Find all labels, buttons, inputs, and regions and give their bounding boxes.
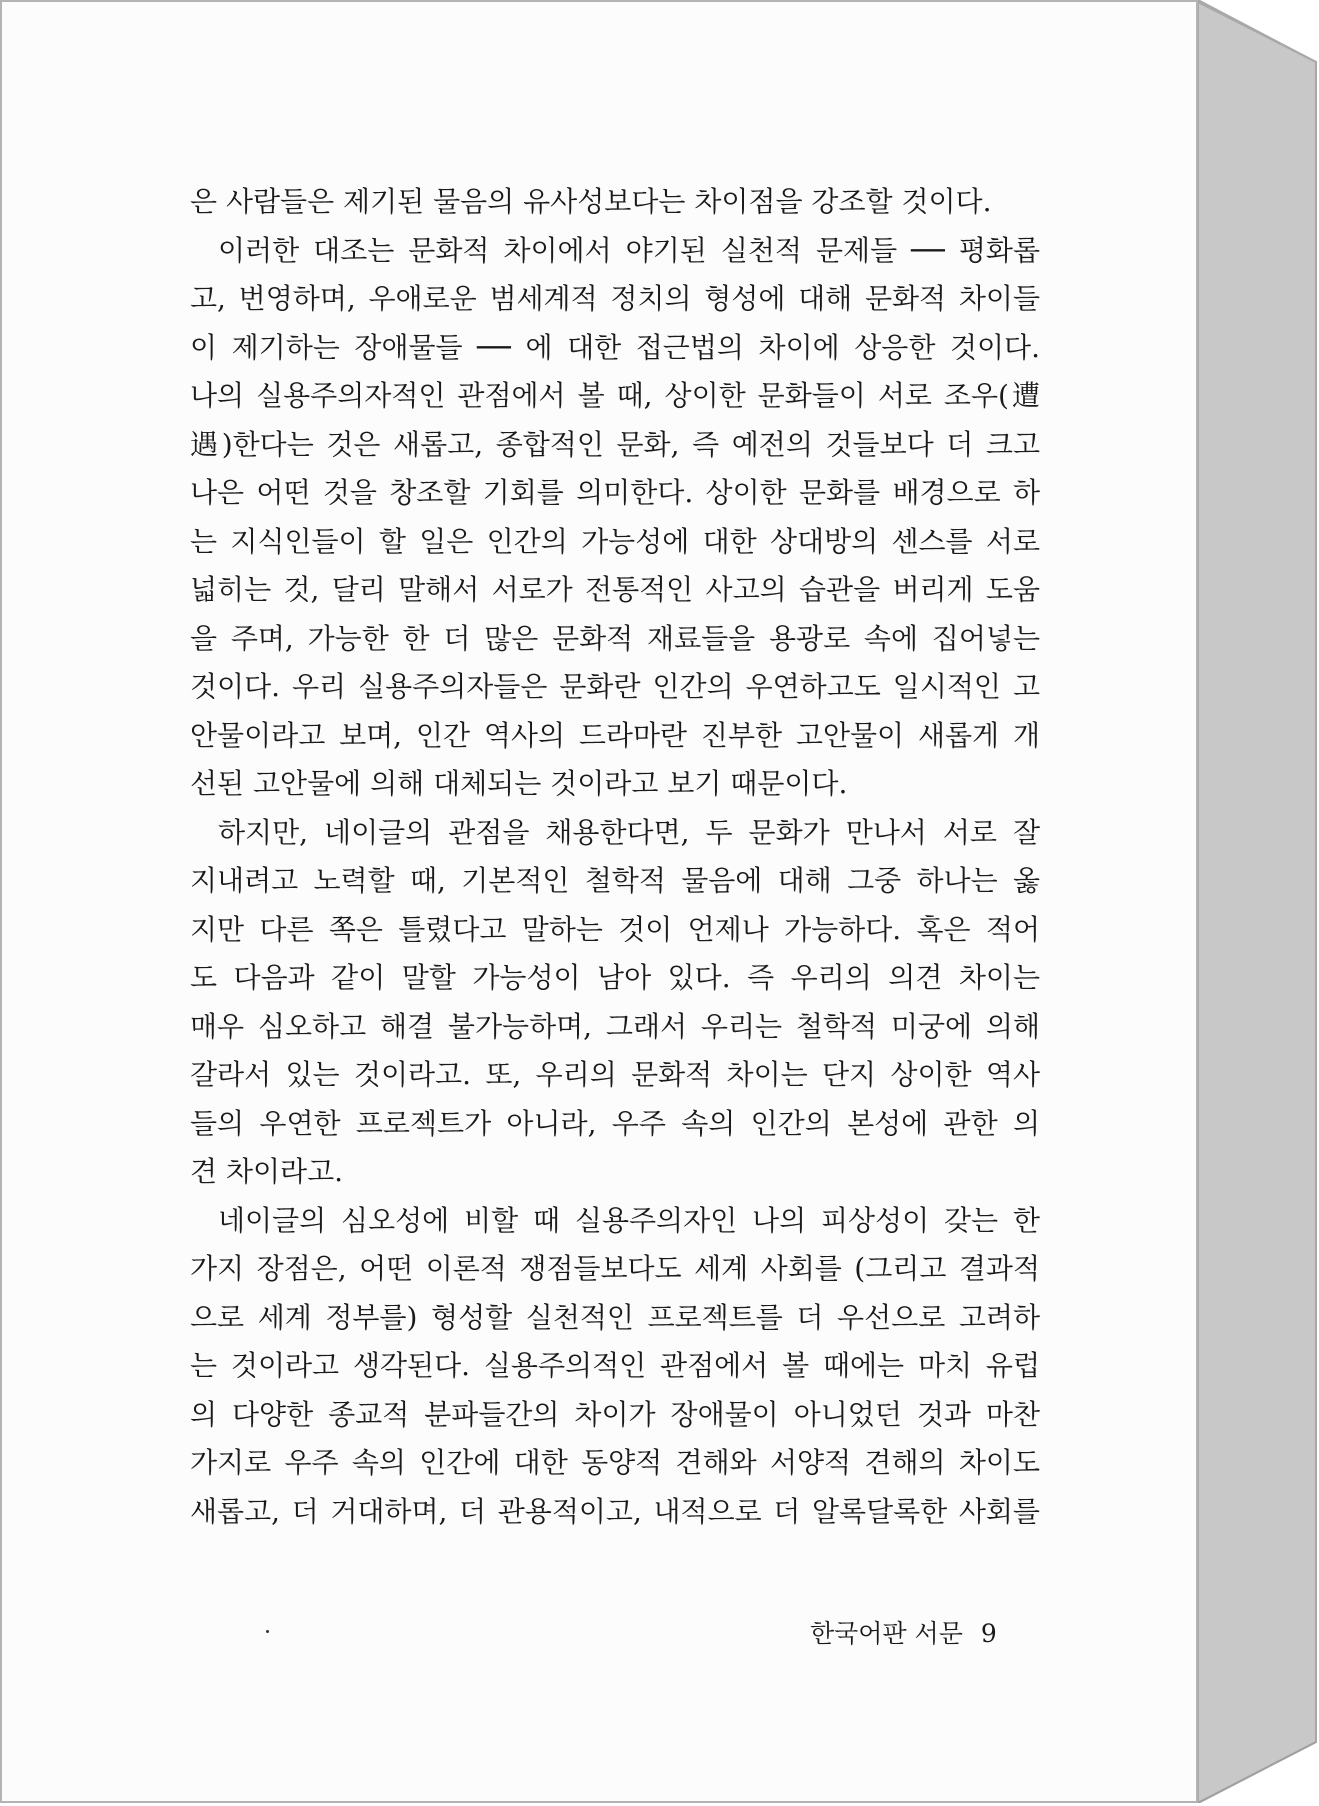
text-line: 선된 고안물에 의해 대체되는 것이라고 보기 때문이다. — [190, 767, 848, 800]
text-line: 지내려고 노력할 때, 기본적인 철학적 물음에 대해 그중 하나는 옳 — [190, 864, 1040, 897]
page-number: 9 — [980, 1619, 997, 1648]
text-line: 은 사람들은 제기된 물음의 유사성보다는 차이점을 강조할 것이다. — [190, 185, 992, 218]
text-line: 고, 번영하며, 우애로운 범세계적 정치의 형성에 대해 문화적 차이들 — [190, 282, 1040, 315]
text-line: 안물이라고 보며, 인간 역사의 드라마란 진부한 고안물이 새롭게 개 — [190, 718, 1040, 752]
text-line: 의 다양한 종교적 분파들간의 차이가 장애물이 아니었던 것과 마찬 — [190, 1397, 1040, 1431]
text-line: 나은 어떤 것을 창조할 기회를 의미한다. 상이한 문화를 배경으로 하 — [190, 476, 1040, 509]
text-line: 가지 장점은, 어떤 이론적 쟁점들보다도 세계 사회를 (그리고 결과적 — [190, 1252, 1040, 1285]
text-line: 나의 실용주의자적인 관점에서 볼 때, 상이한 문화들이 서로 조우(遭 — [190, 379, 1040, 412]
text-line: 도 다음과 같이 말할 가능성이 남아 있다. 즉 우리의 의견 차이는 — [190, 961, 1040, 994]
text-line: 새롭고, 더 거대하며, 더 관용적이고, 내적으로 더 알록달록한 사회를 — [190, 1494, 1040, 1528]
paragraph-first-line: 네이글의 심오성에 비할 때 실용주의자인 나의 피상성이 갖는 한 — [218, 1203, 1040, 1237]
text-line: 가지로 우주 속의 인간에 대한 동양적 견해와 서양적 견해의 차이도 — [190, 1446, 1040, 1479]
text-line: 매우 심오하고 해결 불가능하며, 그래서 우리는 철학적 미궁에 의해 — [190, 1009, 1040, 1043]
scan-speck — [266, 1630, 269, 1633]
body-text — [190, 178, 1040, 1536]
paragraph-first-line: 이러한 대조는 문화적 차이에서 야기된 실천적 문제들 ── 평화롭 — [218, 233, 1040, 267]
book-spine-face — [1198, 2, 1316, 1803]
text-line: 들의 우연한 프로젝트가 아니라, 우주 속의 인간의 본성에 관한 의 — [190, 1106, 1040, 1140]
text-line: 으로 세계 정부를) 형성할 실천적인 프로젝트를 더 우선으로 고려하 — [190, 1300, 1040, 1334]
paragraph-first-line: 하지만, 네이글의 관점을 채용한다면, 두 문화가 만나서 서로 잘 — [218, 815, 1040, 849]
text-line: 는 것이라고 생각된다. 실용주의적인 관점에서 볼 때에는 마치 유럽 — [190, 1349, 1040, 1382]
text-line: 견 차이라고. — [190, 1155, 344, 1188]
running-title: 한국어판 서문 — [810, 1619, 963, 1648]
text-line: 遇)한다는 것은 새롭고, 종합적인 문화, 즉 예전의 것들보다 더 크고 — [190, 427, 1040, 461]
book-thickness-edge — [1198, 0, 1319, 1803]
text-line: 것이다. 우리 실용주의자들은 문화란 인간의 우연하고도 일시적인 고 — [190, 670, 1040, 703]
text-line: 는 지식인들이 할 일은 인간의 가능성에 대한 상대방의 센스를 서로 — [190, 524, 1040, 558]
text-line: 넓히는 것, 달리 말해서 서로가 전통적인 사고의 습관을 버리게 도움 — [190, 573, 1040, 606]
text-line: 갈라서 있는 것이라고. 또, 우리의 문화적 차이는 단지 상이한 역사 — [190, 1058, 1040, 1091]
text-line: 을 주며, 가능한 한 더 많은 문화적 재료들을 용광로 속에 집어넣는 — [190, 621, 1040, 655]
text-line: 지만 다른 쪽은 틀렸다고 말하는 것이 언제나 가능하다. 혹은 적어 — [190, 912, 1040, 946]
text-line: 이 제기하는 장애물들 ── 에 대한 접근법의 차이에 상응한 것이다. — [190, 330, 1040, 364]
page-footer — [810, 1614, 997, 1650]
